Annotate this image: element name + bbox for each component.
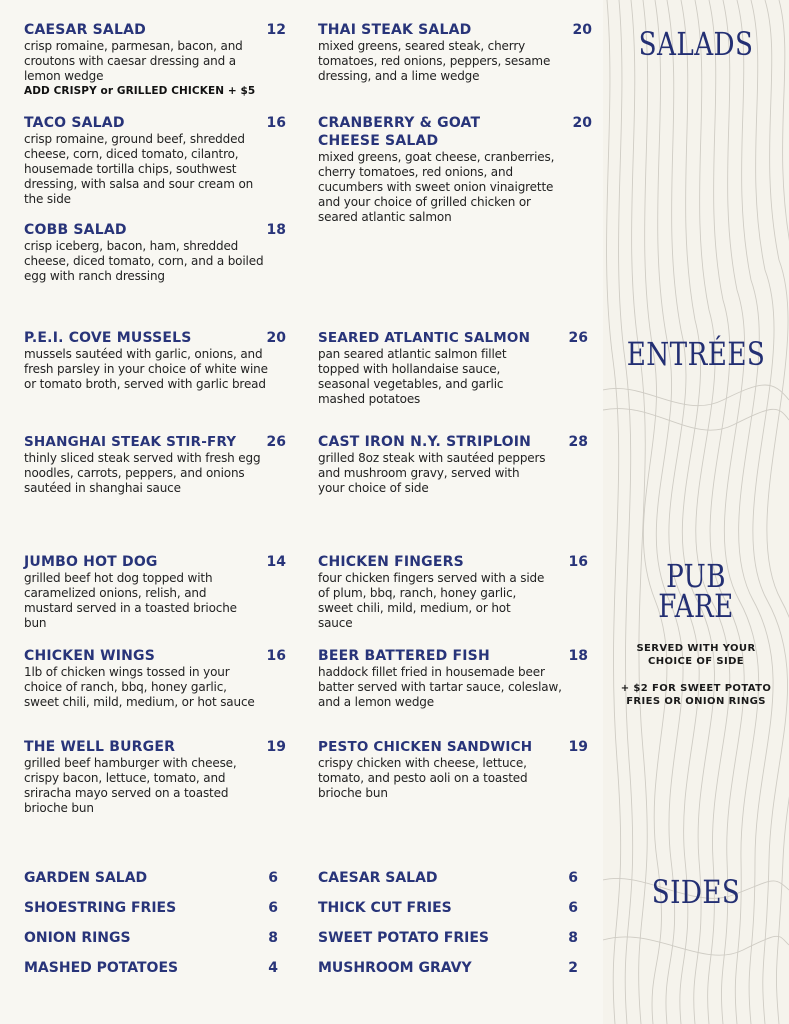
menu-item-pesto-chicken-sandwich bbox=[318, 738, 588, 801]
section-title-sides: SIDES bbox=[651, 873, 741, 911]
item-name: COBB SALAD bbox=[24, 222, 127, 238]
item-price: 18 bbox=[568, 648, 588, 664]
menu-item-chicken-fingers bbox=[318, 553, 588, 631]
item-name: CRANBERRY & GOAT CHEESE SALAD bbox=[318, 115, 481, 149]
side-price: 8 bbox=[568, 930, 578, 946]
decorative-contour-panel bbox=[603, 0, 789, 1024]
side-price: 6 bbox=[268, 870, 278, 886]
item-name: JUMBO HOT DOG bbox=[24, 554, 158, 570]
item-price: 12 bbox=[266, 22, 286, 38]
item-description: crispy chicken with cheese, lettuce, tomato, and pesto aoli on a toasted brioche bun bbox=[318, 756, 528, 800]
item-description: crisp romaine, parmesan, bacon, and croutons with caesar dressing and a lemon wedge bbox=[24, 39, 243, 83]
menu-item-cobb-salad bbox=[24, 221, 286, 284]
menu-item-cranberry-goat-cheese-salad bbox=[318, 114, 592, 225]
side-item-mashed-potatoes bbox=[24, 959, 278, 977]
item-description: crisp romaine, ground beef, shredded cheese, corn, diced tomato, cilantro, housemade tortilla chips, southwest dressing, with salsa and sour cream on the side bbox=[24, 132, 254, 206]
item-name: CAESAR SALAD bbox=[24, 22, 146, 38]
item-price: 20 bbox=[266, 330, 286, 346]
item-price: 26 bbox=[568, 330, 588, 346]
item-price: 20 bbox=[572, 115, 592, 131]
side-price: 2 bbox=[568, 960, 578, 976]
item-price: 20 bbox=[572, 22, 592, 38]
section-title-entrees: ENTRÉES bbox=[626, 335, 766, 373]
item-name: CHICKEN FINGERS bbox=[318, 554, 464, 570]
section-title-salads: SALADS bbox=[638, 25, 754, 63]
side-name: THICK CUT FRIES bbox=[318, 900, 452, 916]
side-price: 8 bbox=[268, 930, 278, 946]
item-description: haddock fillet fried in housemade beer batter served with tartar sauce, coleslaw, and a lemon wedge bbox=[318, 665, 562, 709]
side-item-sweet-potato-fries bbox=[318, 929, 578, 947]
side-item-garden-salad bbox=[24, 869, 278, 887]
side-name: GARDEN SALAD bbox=[24, 870, 148, 886]
item-description: four chicken fingers served with a side of plum, bbq, ranch, honey garlic, sweet chili, mild, medium, or hot sauce bbox=[318, 571, 545, 630]
contour-lines-pattern bbox=[603, 0, 789, 1024]
item-description: grilled 8oz steak with sautéed peppers and mushroom gravy, served with your choice of side bbox=[318, 451, 546, 495]
item-price: 18 bbox=[266, 222, 286, 238]
item-name: CAST IRON N.Y. STRIPLOIN bbox=[318, 434, 532, 450]
item-name: SEARED ATLANTIC SALMON bbox=[318, 330, 531, 346]
item-description: pan seared atlantic salmon fillet topped with hollandaise sauce, seasonal vegetables, and garlic mashed potatoes bbox=[318, 347, 507, 406]
item-price: 19 bbox=[266, 739, 286, 755]
side-name: MASHED POTATOES bbox=[24, 960, 179, 976]
item-name: THE WELL BURGER bbox=[24, 739, 176, 755]
menu-item-seared-atlantic-salmon bbox=[318, 329, 588, 407]
menu-item-chicken-wings bbox=[24, 647, 286, 710]
item-description: crisp iceberg, bacon, ham, shredded cheese, diced tomato, corn, and a boiled egg with ranch dressing bbox=[24, 239, 264, 283]
menu-item-taco-salad bbox=[24, 114, 286, 207]
item-description: mussels sautéed with garlic, onions, and fresh parsley in your choice of white wine or tomato broth, served with garlic bread bbox=[24, 347, 268, 391]
item-name: THAI STEAK SALAD bbox=[318, 22, 472, 38]
side-price: 6 bbox=[568, 870, 578, 886]
side-name: ONION RINGS bbox=[24, 930, 131, 946]
side-item-mushroom-gravy bbox=[318, 959, 578, 977]
menu-item-shanghai-steak-stir-fry bbox=[24, 433, 286, 496]
item-price: 19 bbox=[568, 739, 588, 755]
pub-fare-upgrade-note: + $2 FOR SWEET POTATO FRIES OR ONION RINGS bbox=[620, 683, 772, 707]
item-price: 14 bbox=[266, 554, 286, 570]
section-title-pub-fare-line1: PUB bbox=[666, 557, 726, 595]
item-price: 16 bbox=[266, 648, 286, 664]
item-description: 1lb of chicken wings tossed in your choice of ranch, bbq, honey garlic, sweet chili, mild, medium, or hot sauce bbox=[24, 665, 255, 709]
item-description: grilled beef hamburger with cheese, crispy bacon, lettuce, tomato, and sriracha mayo served on a toasted brioche bun bbox=[24, 756, 237, 815]
menu-item-cast-iron-ny-striploin bbox=[318, 433, 588, 496]
menu-item-jumbo-hot-dog bbox=[24, 553, 286, 631]
side-item-thick-cut-fries bbox=[318, 899, 578, 917]
pub-fare-side-note: SERVED WITH YOUR CHOICE OF SIDE bbox=[636, 643, 756, 667]
menu-item-thai-steak-salad bbox=[318, 21, 592, 84]
menu-item-pei-cove-mussels bbox=[24, 329, 286, 392]
side-name: CAESAR SALAD bbox=[318, 870, 438, 886]
side-item-shoestring-fries bbox=[24, 899, 278, 917]
item-name: PESTO CHICKEN SANDWICH bbox=[318, 739, 533, 755]
item-name: BEER BATTERED FISH bbox=[318, 648, 490, 664]
side-item-onion-rings bbox=[24, 929, 278, 947]
side-name: SWEET POTATO FRIES bbox=[318, 930, 489, 946]
side-price: 4 bbox=[268, 960, 278, 976]
item-price: 28 bbox=[568, 434, 588, 450]
side-name: MUSHROOM GRAVY bbox=[318, 960, 472, 976]
item-price: 26 bbox=[266, 434, 286, 450]
side-item-caesar-salad bbox=[318, 869, 578, 887]
menu-item-caesar-salad bbox=[24, 21, 286, 98]
menu-item-the-well-burger bbox=[24, 738, 286, 816]
item-description: mixed greens, seared steak, cherry tomatoes, red onions, peppers, sesame dressing, and a lime wedge bbox=[318, 39, 551, 83]
item-price: 16 bbox=[568, 554, 588, 570]
item-description: grilled beef hot dog topped with caramelized onions, relish, and mustard served in a toasted brioche bun bbox=[24, 571, 237, 630]
menu-item-beer-battered-fish bbox=[318, 647, 588, 710]
item-addon: ADD CRISPY or GRILLED CHICKEN + $5 bbox=[24, 85, 256, 97]
section-title-pub-fare-line2: FARE bbox=[658, 587, 734, 625]
item-name: SHANGHAI STEAK STIR-FRY bbox=[24, 434, 237, 450]
item-description: thinly sliced steak served with fresh egg noodles, carrots, peppers, and onions sautéed in shanghai sauce bbox=[24, 451, 261, 495]
side-name: SHOESTRING FRIES bbox=[24, 900, 177, 916]
item-price: 16 bbox=[266, 115, 286, 131]
item-name: TACO SALAD bbox=[24, 115, 125, 131]
item-name: P.E.I. COVE MUSSELS bbox=[24, 330, 192, 346]
item-description: mixed greens, goat cheese, cranberries, cherry tomatoes, red onions, and cucumbers with sweet onion vinaigrette and your choice of grilled chicken or seared atlantic salmon bbox=[318, 150, 555, 224]
side-price: 6 bbox=[268, 900, 278, 916]
side-price: 6 bbox=[568, 900, 578, 916]
item-name: CHICKEN WINGS bbox=[24, 648, 156, 664]
